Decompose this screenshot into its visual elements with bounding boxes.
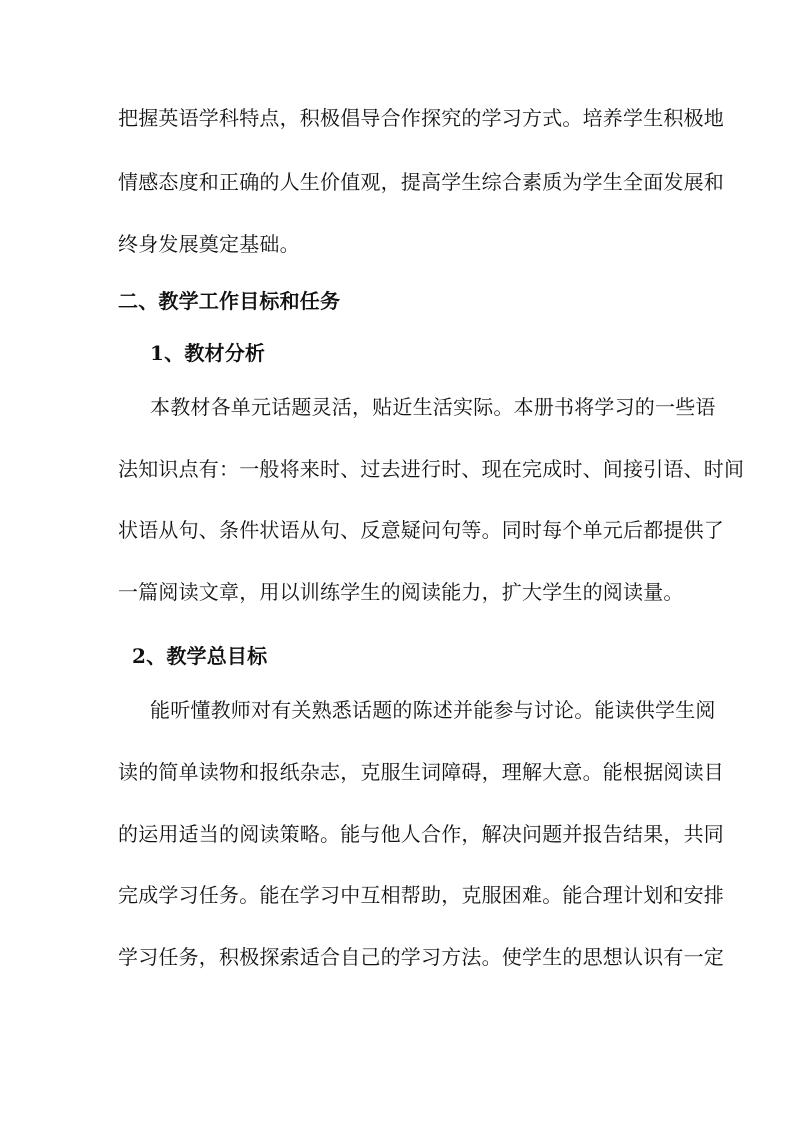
paragraph-line: 法知识点有：一般将来时、过去进行时、现在完成时、间接引语、时间 (118, 457, 745, 481)
subsection-heading: 2、教学总目标 (132, 644, 268, 668)
paragraph-line: 能听懂教师对有关熟悉话题的陈述并能参与讨论。能读供学生阅 (150, 698, 716, 722)
paragraph-line: 完成学习任务。能在学习中互相帮助，克服困难。能合理计划和安排 (118, 883, 724, 907)
paragraph-line: 终身发展奠定基础。 (118, 232, 300, 256)
section-heading: 二、教学工作目标和任务 (118, 289, 341, 313)
paragraph-line: 一篇阅读文章，用以训练学生的阅读能力，扩大学生的阅读量。 (118, 580, 684, 604)
paragraph-line: 状语从句、条件状语从句、反意疑问句等。同时每个单元后都提供了 (118, 518, 724, 542)
paragraph-line: 本教材各单元话题灵活，贴近生活实际。本册书将学习的一些语 (150, 395, 716, 419)
subsection-heading: 1、教材分析 (150, 341, 266, 365)
paragraph-line: 学习任务，积极探索适合自己的学习方法。使学生的思想认识有一定 (118, 945, 724, 969)
paragraph-line: 情感态度和正确的人生价值观，提高学生综合素质为学生全面发展和 (118, 170, 724, 194)
paragraph-line: 读的简单读物和报纸杂志，克服生词障碍，理解大意。能根据阅读目 (118, 760, 724, 784)
paragraph-line: 的运用适当的阅读策略。能与他人合作，解决问题并报告结果，共同 (118, 822, 724, 846)
paragraph-line: 把握英语学科特点，积极倡导合作探究的学习方式。培养学生积极地 (118, 106, 724, 130)
